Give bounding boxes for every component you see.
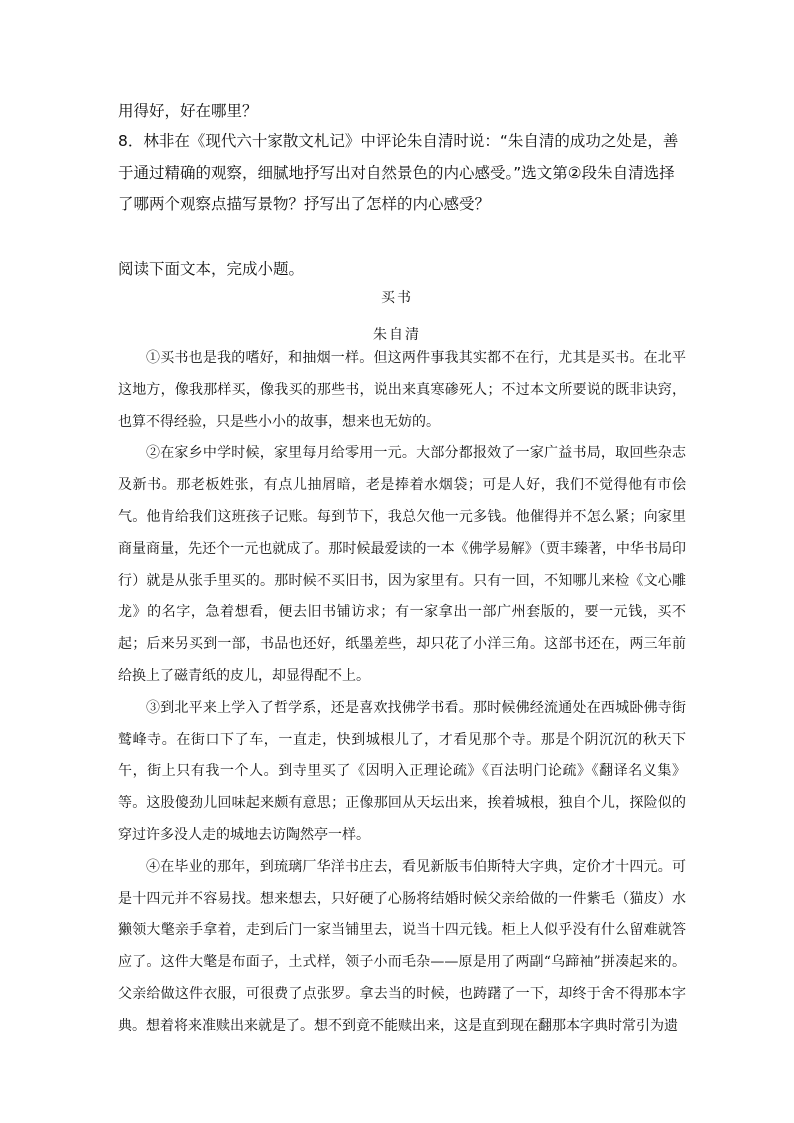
paragraph-3: ③到北平来上学入了哲学系，还是喜欢找佛学书看。那时候佛经流通处在西城卧佛寺街鹫峰寺。在街口下了车，一直走，快到城根儿了，才看见那个寺。那是个阴沉沉的秋天下午，街上只有我一个人。到寺里买了《因明入正理论疏》《百法明门论疏》《翻译名义集》等。这股傻劲儿回味起来颇有意思；正像那回从天坛出来，挨着城根，独自个儿，探险似的穿过许多没人走的城地去访陶然亭一样。	[118, 699, 686, 843]
article-title: 买书	[381, 290, 413, 306]
paragraph-4: ④在毕业的那年，到琉璃厂华洋书庄去，看见新版韦伯斯特大字典，定价才十四元。可是十四元并不容易找。想来想去，只好硬了心肠将结婚时候父亲给做的一件紫毛（猫皮）水獭领大氅亲手拿着，走到后门一家当铺里去，说当十四元钱。柜上人似乎没有什么留难就答应了。这件大氅是布面子，土式样，领子小而毛杂——原是用了两副“乌蹄袖”拼凑起来的。父亲给做这件衣服，可很费了点张罗。拿去当的时候，也踌躇了一下，却终于舍不得那本字典。想着将来准赎出来就是了。想不到竟不能赎出来，这是直到现在翻那本字典时常引为遗	[118, 858, 686, 1034]
question-8: 8．林非在《现代六十家散文札记》中评论朱自清时说：“朱自清的成功之处是，善于通过精确的观察，细腻地抒写出对自然景色的内心感受。”选文第②段朱自清选择了哪两个观察点描写景物？抒写出了怎样的内心感受？	[118, 132, 679, 213]
previous-question-tail: 用得好，好在哪里？	[118, 102, 258, 120]
article-body	[118, 343, 686, 1043]
reading-instruction: 阅读下面文本，完成小题。	[118, 260, 305, 278]
article-author: 朱自清	[373, 327, 421, 343]
paragraph-2: ②在家乡中学时候，家里每月给零用一元。大部分都报效了一家广益书局，取回些杂志及新书。那老板姓张，有点儿抽屑暗，老是捧着水烟袋；可是人好，我们不觉得他有市侩气。他肯给我们这班孩子记账。每到节下，我总欠他一元多钱。他催得并不怎么紧；向家里商量商量，先还个一元也就成了。那时候最爱读的一本《佛学易解》（贾丰臻著，中华书局印行）就是从张手里买的。那时候不买旧书，因为家里有。只有一回，不知哪儿来检《文心雕龙》的名字，急着想看，便去旧书铺访求；有一家拿出一部广州套版的，要一元钱，买不起；后来另买到一部，书品也还好，纸墨差些，却只花了小洋三角。这部书还在，两三年前给换上了磁青纸的皮儿，却显得配不上。	[118, 445, 686, 684]
paragraph-1: ①买书也是我的嗜好，和抽烟一样。但这两件事我其实都不在行，尤其是买书。在北平这地方，像我那样买，像我买的那些书，说出来真寒碜死人；不过本文所要说的既非诀窍，也算不得经验，只是些小小的故事，想来也无妨的。	[118, 350, 686, 430]
